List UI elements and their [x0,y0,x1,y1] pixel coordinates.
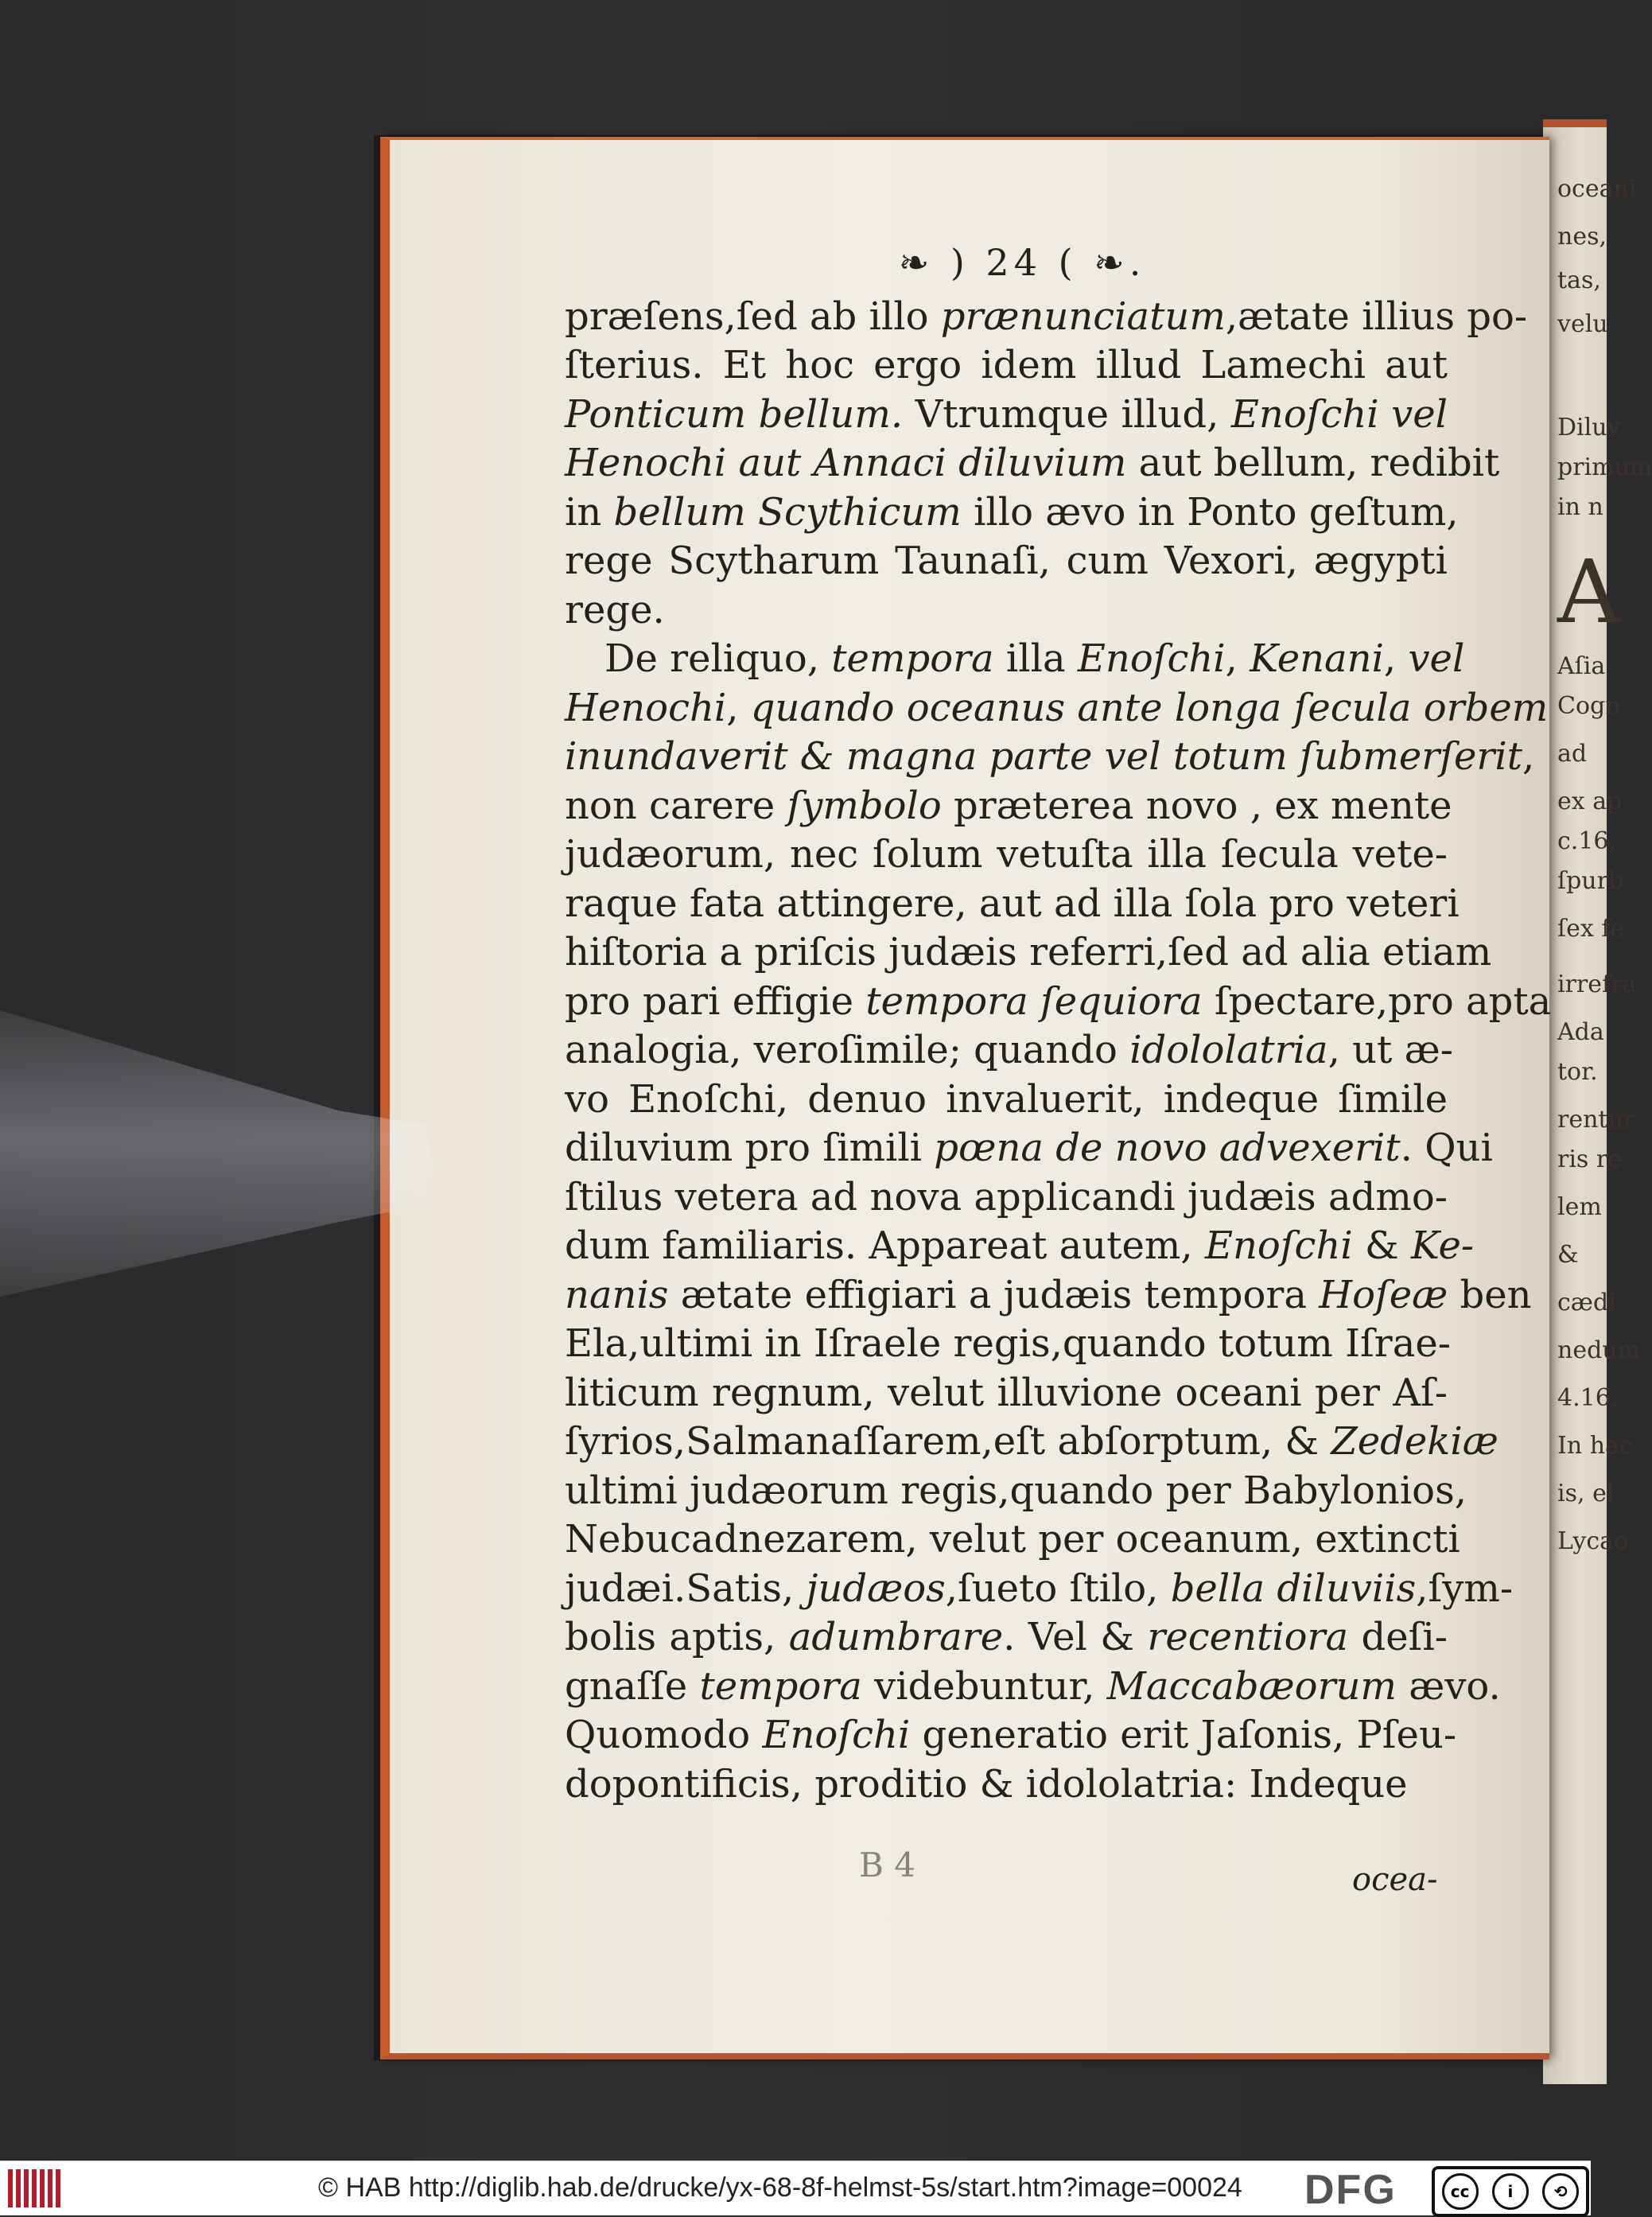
italic-segment: recentiora [1147,1615,1349,1659]
facing-page-fragment: ex ap [1557,788,1623,815]
text-line [565,586,1448,636]
text-segment: aut bellum, redibit [1126,441,1500,485]
text-line [565,293,1528,342]
cc-license-badge[interactable] [1432,2166,1589,2217]
text-segment: , [1225,636,1250,681]
text-segment: gnaſſe [565,1663,700,1709]
facing-page-fragment: in n [1557,493,1603,521]
facing-page-fragment: rentur [1557,1106,1635,1134]
text-segment: Nebucadnezarem, velut per oceanum, extincti [565,1517,1460,1562]
facing-page-fragment: nedum [1557,1336,1641,1364]
facing-page-fragment: irrefra [1557,970,1637,998]
facing-page-fragment: velu [1557,310,1608,338]
text-segment: , [1383,636,1409,681]
text-line [565,880,1460,929]
text-segment: . Vel & [1003,1615,1148,1659]
facing-page-fragment: nes, [1557,223,1607,251]
italic-segment: vel [1408,636,1465,681]
facing-page-fragment: Cogn [1557,692,1621,720]
text-segment: generatio erit Jaſonis, Pſeu- [910,1713,1457,1757]
italic-segment: Henochi aut Annaci diluvium [565,441,1127,485]
text-segment: ſpectare,pro apta [1202,978,1552,1024]
text-segment: liticum regnum, velut illuvione oceani per Aſ- [565,1370,1448,1415]
italic-segment: bella diluviis [1170,1566,1417,1611]
page-text [565,239,1552,1809]
dfg-logo: DFG [1304,2167,1397,2213]
italic-segment: bellum Scythicum [613,489,962,535]
facing-page-fragment: tor. [1557,1058,1598,1086]
italic-segment: tempora [699,1663,862,1709]
facing-page-fragment: A [1557,541,1621,643]
italic-segment: adumbrare [788,1615,1004,1659]
facing-page-fragment: primum [1557,453,1652,481]
plastic-clip [0,1010,433,1297]
facing-page-fragment: lem [1557,1193,1602,1221]
sa-icon: ⟲ [1542,2173,1579,2210]
text-line [565,684,1549,733]
text-line [565,1613,1448,1663]
text-segment: Vtrumque illud, [903,391,1231,437]
italic-segment: Kenani [1250,636,1384,681]
text-segment: diluvium pro ſimili [565,1126,935,1170]
text-line [565,341,1448,391]
italic-segment: Henochi [565,685,727,730]
text-segment: rege. [565,587,665,632]
facing-page-fragment: ſpurb [1557,867,1624,895]
text-lines [565,293,1552,1810]
by-icon: i [1492,2173,1529,2210]
text-line [565,488,1459,538]
italic-segment: tempora ſequiora [865,978,1203,1024]
text-segment: dum familiaris. Appareat autem, [565,1223,1205,1268]
facing-page-fragment: Aſia [1557,652,1606,680]
text-line [565,1075,1448,1125]
text-segment: ben [1448,1272,1532,1317]
text-line [565,978,1552,1027]
italic-segment: Maccabæorum [1106,1663,1397,1709]
text-line [565,391,1448,440]
text-segment: , [1522,734,1535,779]
facing-page-fragment: ris re [1557,1145,1622,1173]
italic-segment: inundaverit & magna parte vel totum ſubmerſerit [565,734,1523,779]
italic-segment: Hoſeæ [1319,1272,1448,1317]
hab-logo-icon [8,2169,60,2207]
facing-page-edge [1543,119,1652,2084]
text-line [565,1124,1493,1173]
facing-page-fragment: tas, [1557,266,1601,294]
signature-mark: B 4 [859,1846,915,1884]
text-line [565,830,1448,880]
text-line [565,1418,1498,1467]
italic-segment: tempora [831,636,994,681]
italic-segment: nanis [565,1272,669,1317]
italic-segment: Zedekiæ [1331,1419,1498,1464]
facing-page-fragment: Diluv [1557,414,1621,441]
text-line [565,439,1500,488]
italic-segment: Ke- [1410,1223,1475,1268]
text-segment: judæorum, nec ſolum vetuſta illa ſecula vete- [565,832,1448,877]
text-line [565,1271,1532,1320]
text-line [565,1515,1460,1565]
text-line [565,1222,1475,1271]
text-line [565,1026,1453,1075]
text-segment: , ut æ- [1327,1028,1453,1072]
text-segment: videbuntur, [861,1663,1107,1709]
text-segment: ſterius. Et hoc ergo idem illud Lamechi aut [565,343,1448,387]
text-segment: ſyrios,Salmanaſſarem,eſt abſorptum, & [565,1419,1331,1464]
text-line [565,928,1492,978]
text-segment: rege Scytharum Taunaſi, cum Vexori, ægypti [565,539,1448,583]
text-segment: & [1352,1223,1411,1268]
text-segment: Ela,ultimi in Iſraele regis,quando totum Iſrae- [565,1321,1451,1366]
italic-segment: Enoſchi [1204,1223,1353,1268]
facing-page-fragment: In hac [1557,1432,1633,1460]
viewer-footer [0,2161,1591,2215]
text-segment: ,ſym- [1416,1566,1514,1611]
italic-segment: Enoſchi [762,1713,911,1757]
text-segment: dopontificis, proditio & idololatria: Indeque [565,1761,1408,1807]
italic-segment: prænunciatum [940,294,1226,339]
facing-page-fragment: c.16, [1557,827,1617,855]
text-segment: ætate effigiari a judæis tempora [668,1272,1320,1317]
facing-page-fragment: 4.16. [1557,1384,1619,1412]
text-segment: , [726,685,751,730]
italic-segment: pœna de novo advexerit [934,1126,1401,1170]
text-line [565,1369,1448,1418]
page-header: ❧ ) 24 ( ❧. [898,241,1146,284]
italic-segment: judæos [806,1566,946,1611]
text-segment: vo Enoſchi, denuo invaluerit, indeque ſimile [565,1076,1448,1122]
text-segment: . Qui [1400,1126,1493,1170]
cc-icon: cc [1442,2173,1479,2210]
italic-segment: ſymbolo [787,783,942,828]
text-segment: analogia, veroſimile; quando [565,1028,1130,1072]
text-segment: judæi.Satis, [565,1566,807,1611]
facing-page-fragment: Lycao [1557,1527,1629,1555]
text-segment: illo ævo in Ponto geſtum, [961,489,1459,535]
facing-page-fragment: cædi [1557,1289,1616,1317]
text-segment: non carere [565,783,787,828]
text-segment: deſi- [1348,1615,1448,1659]
text-segment: ævo. [1396,1663,1501,1709]
text-line [565,1711,1457,1760]
text-segment: raque fata attingere, aut ad illa ſola pro veteri [565,881,1460,926]
text-segment: Quomodo [565,1713,763,1757]
facing-page-fragment: oceani [1557,175,1637,203]
text-line [565,1320,1451,1369]
text-line [565,1663,1501,1712]
text-segment: pro pari effigie [565,978,866,1024]
facing-page-fragment: is, el [1557,1480,1615,1507]
text-segment: ,ætate illius po- [1225,294,1528,339]
facing-page-fragment: & [1557,1241,1579,1269]
text-segment: in [565,489,614,535]
italic-segment: Enoſchi [1077,636,1226,681]
text-line [565,1565,1514,1614]
text-line [565,1760,1448,1810]
text-segment: De reliquo, [604,636,832,681]
text-line [565,1173,1448,1223]
italic-segment: idololatria [1129,1028,1328,1072]
italic-segment: Enoſchi vel [1230,391,1448,437]
italic-segment: Ponticum bellum. [565,391,904,437]
text-segment: ultimi judæorum regis,quando per Babylonios, [565,1468,1467,1513]
facing-page-fragment: ad [1557,740,1588,768]
text-segment: præſens,ſed ab illo [565,294,941,339]
text-line [565,782,1452,831]
catchword: ocea- [1352,1861,1438,1898]
text-line [565,1467,1467,1516]
italic-segment: quando oceanus ante longa ſecula orbem [750,685,1549,730]
text-segment: hiſtoria a priſcis judæis referri,ſed ad alia etiam [565,930,1492,974]
facing-page-fragment: Ada [1557,1018,1604,1046]
text-segment: ſtilus vetera ad nova applicandi judæis admo- [565,1174,1448,1219]
text-segment: ,ſueto ſtilo, [945,1566,1171,1611]
text-line [565,635,1465,684]
text-segment: illa [993,636,1078,681]
text-segment: præterea novo , ex mente [941,783,1452,828]
footer-source-link[interactable]: © HAB http://diglib.hab.de/drucke/yx-68-8f-helmst-5s/start.htm?image=00024 [318,2172,1242,2203]
text-line [565,733,1535,782]
facing-page-fragment: ſex fe [1557,915,1625,943]
text-line [565,537,1448,586]
text-segment: bolis aptis, [565,1615,789,1659]
